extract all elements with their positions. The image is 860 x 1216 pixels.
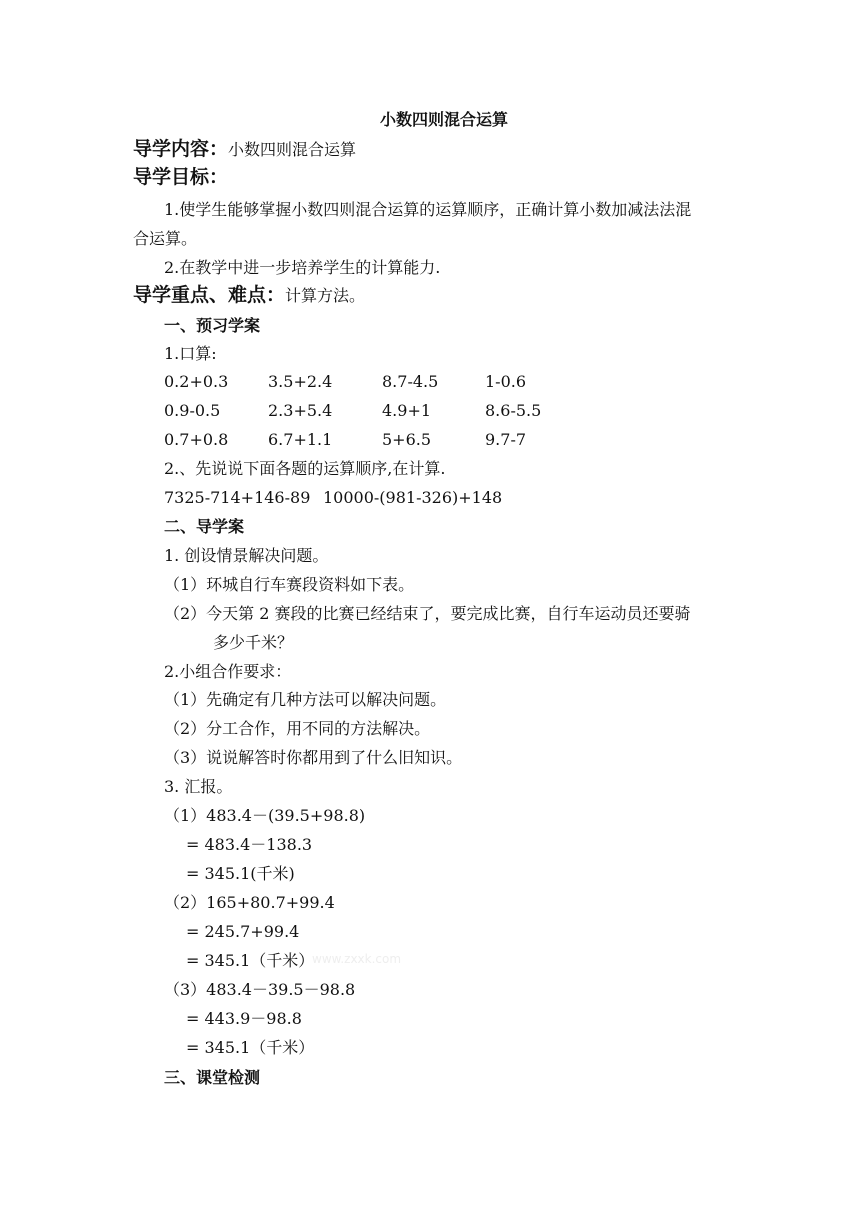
- method-2-line-1: （2）165+80.7+99.4: [164, 893, 335, 912]
- step-1-b-line-1: （2）今天第 2 赛段的比赛已经结束了，要完成比赛，自行车运动员还要骑: [164, 604, 691, 623]
- question-2: 2.、先说说下面各题的运算顺序,在计算.: [164, 459, 446, 478]
- oral-row-2-col-1: 0.9-0.5: [164, 401, 221, 420]
- method-3-line-2: = 443.9－98.8: [186, 1009, 302, 1028]
- oral-row-1-col-3: 8.7-4.5: [382, 372, 439, 391]
- watermark: www.zxxk.com: [312, 952, 402, 966]
- step-1-a: （1）环城自行车赛段资料如下表。: [164, 575, 415, 594]
- oral-row-2-col-4: 8.6-5.5: [485, 401, 542, 420]
- key-text: 计算方法。: [285, 286, 366, 305]
- step-2: 2.小组合作要求：: [164, 662, 292, 681]
- oral-calc-label: 1.口算:: [164, 344, 217, 363]
- step-3: 3. 汇报。: [164, 777, 233, 796]
- oral-row-1-col-4: 1-0.6: [485, 372, 527, 391]
- goal-2: 2.在教学中进一步培养学生的计算能力.: [164, 258, 441, 277]
- question-2-expr-2: 10000-(981-326)+148: [323, 488, 503, 507]
- key-label: 导学重点、难点：: [133, 284, 286, 306]
- step-2-c: （3）说说解答时你都用到了什么旧知识。: [164, 748, 463, 767]
- section-3-heading: 三、课堂检测: [164, 1068, 261, 1087]
- goal-1-line-1: 1.使学生能够掌握小数四则混合运算的运算顺序，正确计算小数加减法法混: [164, 200, 692, 219]
- step-1-b-line-2: 多少千米？: [213, 633, 294, 652]
- oral-row-1-col-2: 3.5+2.4: [268, 372, 333, 391]
- content-line: [133, 139, 356, 160]
- section-1-heading: 一、预习学案: [164, 316, 261, 335]
- section-2-heading: 二、导学案: [164, 517, 245, 536]
- content-text: 小数四则混合运算: [228, 140, 357, 159]
- oral-row-3-col-1: 0.7+0.8: [164, 430, 229, 449]
- question-2-expr-1: 7325-714+146-89: [164, 488, 311, 507]
- step-2-b: （2）分工合作，用不同的方法解决。: [164, 719, 431, 738]
- oral-row-2-col-3: 4.9+1: [382, 401, 432, 420]
- oral-row-2-col-2: 2.3+5.4: [268, 401, 333, 420]
- oral-row-3-col-3: 5+6.5: [382, 430, 432, 449]
- oral-row-3-col-2: 6.7+1.1: [268, 430, 333, 449]
- method-3-line-1: （3）483.4－39.5－98.8: [164, 980, 356, 999]
- method-1-line-1: （1）483.4－(39.5+98.8): [164, 806, 366, 825]
- content-label: 导学内容：: [133, 138, 229, 160]
- page-title: 小数四则混合运算: [380, 110, 509, 129]
- method-2-line-2: = 245.7+99.4: [186, 922, 300, 941]
- method-3-line-3: = 345.1（千米）: [186, 1038, 315, 1057]
- key-line: [133, 285, 365, 306]
- method-1-line-2: = 483.4－138.3: [186, 835, 313, 854]
- oral-row-3-col-4: 9.7-7: [485, 430, 527, 449]
- method-2-line-3: = 345.1（千米）: [186, 951, 315, 970]
- oral-row-1-col-1: 0.2+0.3: [164, 372, 229, 391]
- step-2-a: （1）先确定有几种方法可以解决问题。: [164, 690, 447, 709]
- goals-label: 导学目标：: [133, 166, 229, 188]
- step-1: 1. 创设情景解决问题。: [164, 546, 329, 565]
- method-1-line-3: = 345.1(千米): [186, 864, 295, 883]
- goal-1-line-2: 合运算。: [133, 229, 198, 248]
